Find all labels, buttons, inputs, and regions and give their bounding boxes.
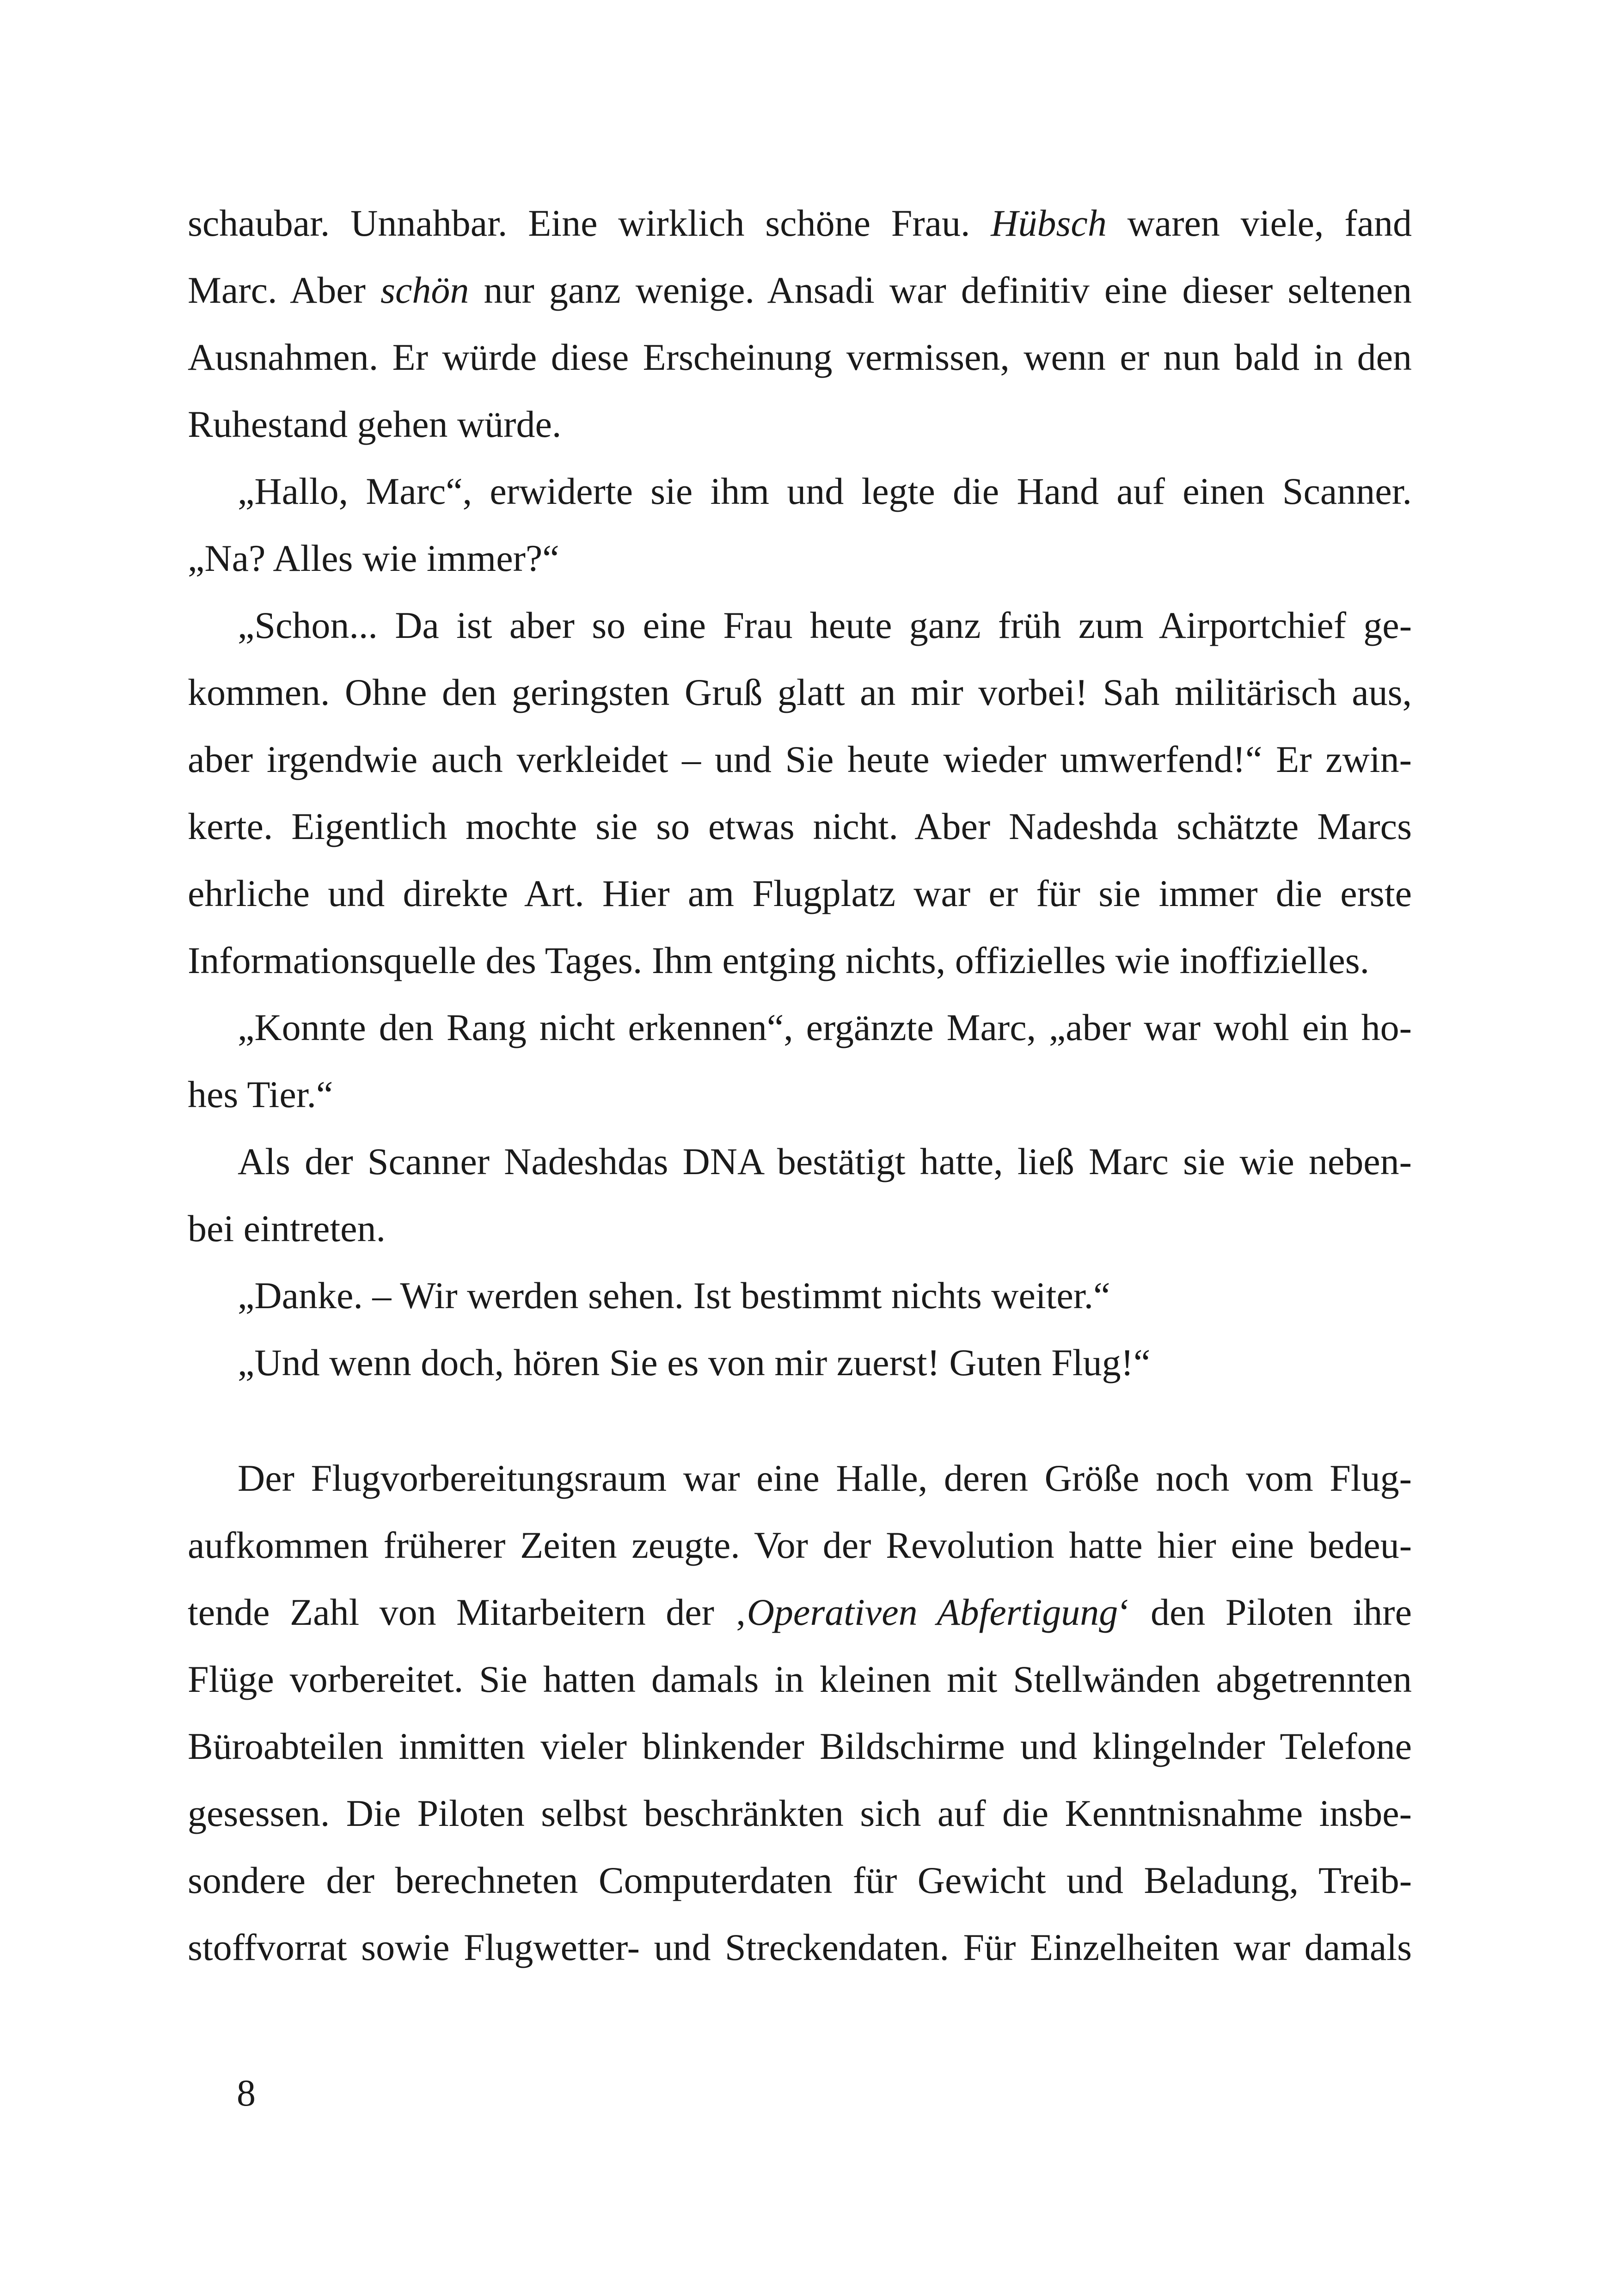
text-run: „Na? Alles wie immer?“ [188,537,559,579]
text-run: Als der Scanner Nadeshdas DNA bestätigt hatte, ließ Marc sie wie neben- [238,1140,1412,1182]
text-line [188,257,1412,324]
text-line [188,324,1412,391]
text-line [188,1329,1412,1396]
text-line [188,1128,1412,1195]
text-line [188,525,1412,592]
text-run: „Hallo, Marc“, erwiderte sie ihm und legte die Hand auf einen Scanner. [238,470,1412,512]
text-run: kerte. Eigentlich mochte sie so etwas nicht. Aber Nadeshda schätzte Marcs [188,805,1412,847]
text-run: gesessen. Die Piloten selbst beschränkten sich auf die Kenntnisnahme insbe- [188,1792,1412,1834]
page-number: 8 [237,2072,256,2114]
text-line [188,726,1412,793]
text-run: tende Zahl von Mitarbeitern der ‚ [188,1591,747,1633]
text-run: nur ganz wenige. Ansadi war definitiv eine dieser seltenen [469,269,1412,311]
text-line [188,1579,1412,1646]
text-run: aufkommen früherer Zeiten zeugte. Vor der Revolution hatte hier eine bedeu- [188,1524,1412,1566]
text-line [188,994,1412,1061]
italic-text-run: schön [380,269,469,311]
italic-text-run: Operativen Abfertigung [747,1591,1118,1633]
italic-text-run: Hübsch [991,202,1107,244]
text-line [188,1262,1412,1329]
text-run: waren viele, fand [1106,202,1412,244]
text-line [188,592,1412,659]
text-line [188,190,1412,257]
text-run: „Danke. – Wir werden sehen. Ist bestimmt nichts weiter.“ [238,1274,1110,1316]
text-run: „Und wenn doch, hören Sie es von mir zuerst! Guten Flug!“ [238,1341,1151,1384]
text-line [188,927,1412,994]
text-run: „Konnte den Rang nicht erkennen“, ergänzte Marc, „aber war wohl ein ho- [238,1006,1412,1048]
text-line [188,1195,1412,1262]
text-run: ‘ den Piloten ihre [1118,1591,1412,1633]
text-run: Büroabteilen inmitten vieler blinkender Bildschirme und klingelnder Telefone [188,1725,1412,1767]
text-line [188,1713,1412,1780]
text-run: sondere der berechneten Computerdaten für Gewicht und Beladung, Treib- [188,1859,1412,1901]
text-run: „Schon... Da ist aber so eine Frau heute ganz früh zum Airportchief ge- [238,604,1412,646]
text-line [188,1512,1412,1579]
text-line [188,1914,1412,1981]
text-run: Ruhestand gehen würde. [188,403,562,445]
text-line [188,1646,1412,1713]
text-line [188,1847,1412,1914]
lower-text-section [188,1445,1412,1981]
text-line [188,391,1412,458]
text-run: aber irgendwie auch verkleidet – und Sie heute wieder umwerfend!“ Er zwin- [188,738,1412,780]
text-run: Flüge vorbereitet. Sie hatten damals in kleinen mit Stellwänden abgetrennten [188,1658,1412,1700]
text-line [188,860,1412,927]
text-line [188,1780,1412,1847]
text-run: stoffvorrat sowie Flugwetter- und Streckendaten. Für Einzelheiten war damals [188,1926,1412,1968]
text-run: Informationsquelle des Tages. Ihm entging nichts, offizielles wie inoffizielles. [188,939,1370,981]
text-run: schaubar. Unnahbar. Eine wirklich schöne Frau. [188,202,991,244]
text-run: kommen. Ohne den geringsten Gruß glatt an mir vorbei! Sah militärisch aus, [188,671,1412,713]
text-line [188,1445,1412,1512]
text-run: Ausnahmen. Er würde diese Erscheinung vermissen, wenn er nun bald in den [188,336,1412,378]
text-line [188,659,1412,726]
text-run: Marc. Aber [188,269,381,311]
text-line [188,793,1412,860]
text-line [188,1061,1412,1128]
text-run: bei eintreten. [188,1207,386,1249]
text-run: Der Flugvorbereitungsraum war eine Halle, deren Größe noch vom Flug- [238,1457,1412,1499]
text-line [188,458,1412,525]
text-run: hes Tier.“ [188,1073,333,1115]
text-run: ehrliche und direkte Art. Hier am Flugplatz war er für sie immer die erste [188,872,1412,914]
upper-text-section [188,190,1412,1396]
